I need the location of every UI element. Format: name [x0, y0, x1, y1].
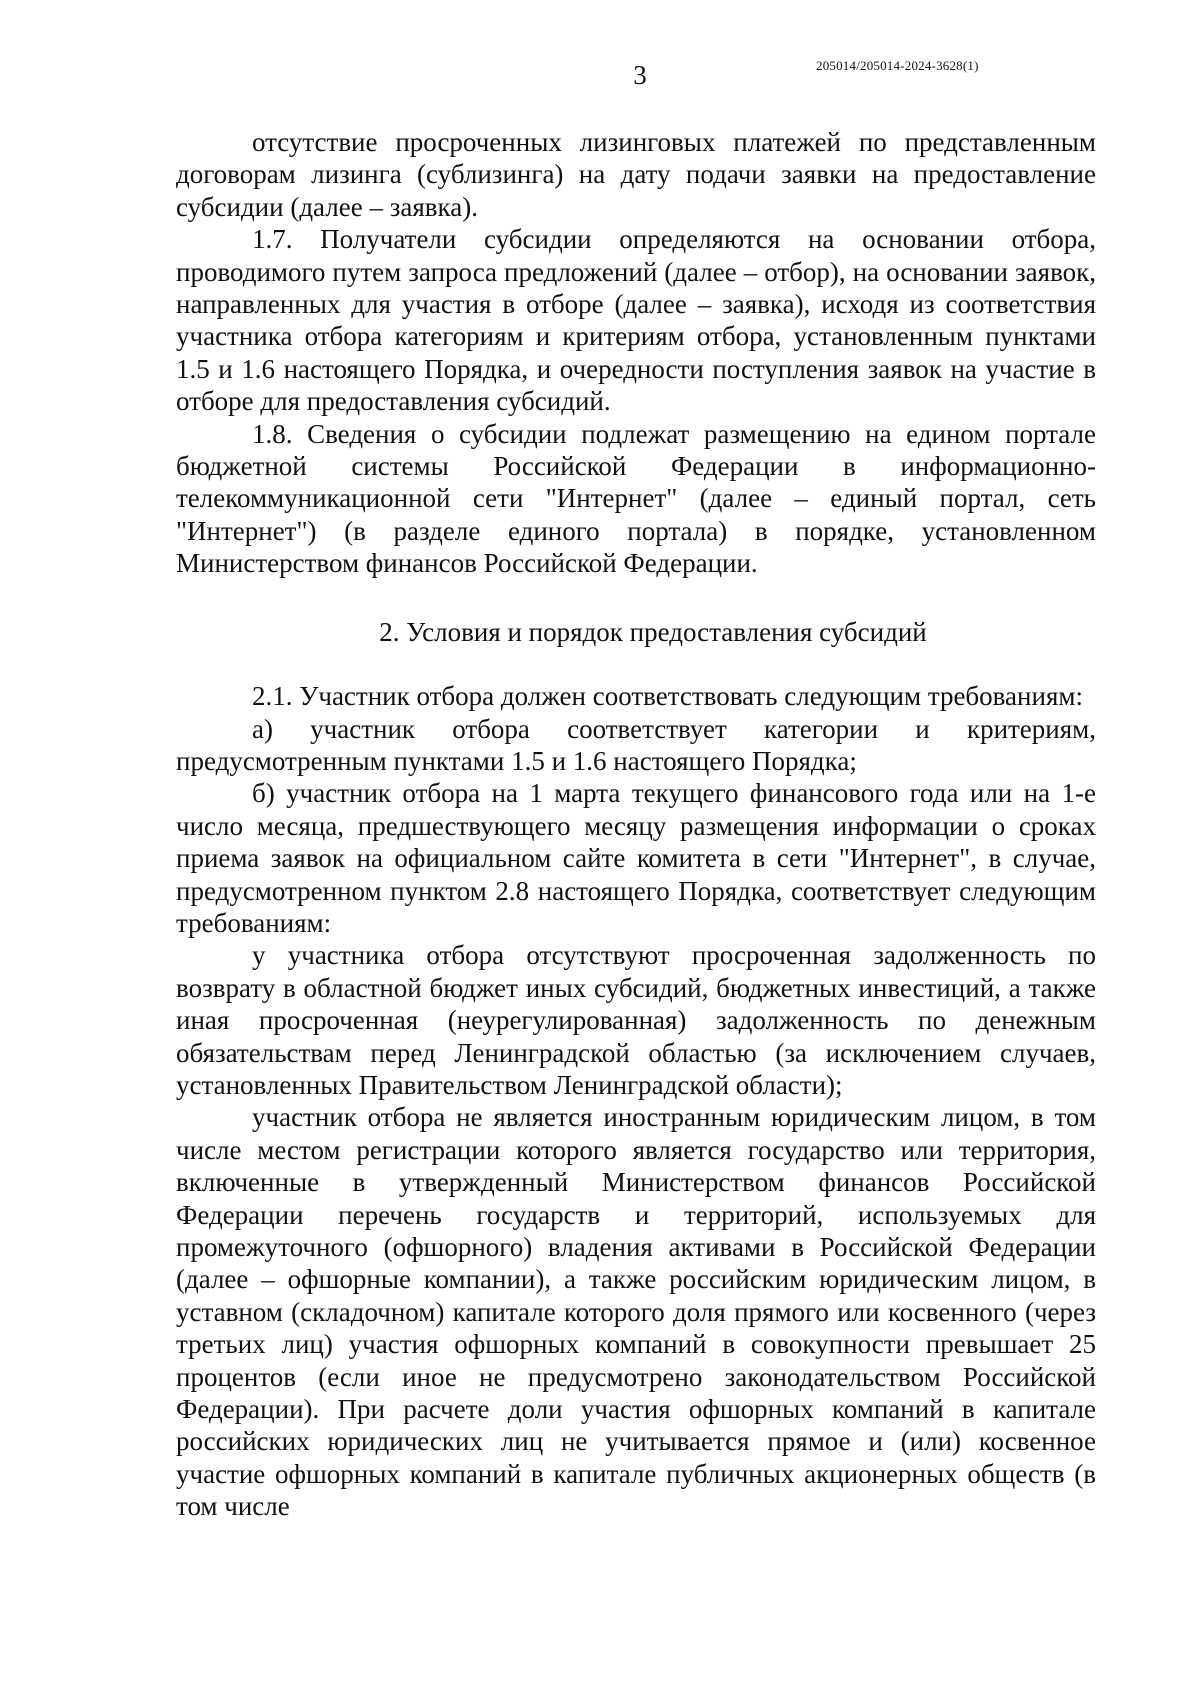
section-title: 2. Условия и порядок предоставления субсидий	[379, 616, 927, 647]
paragraph-2-1: 2.1. Участник отбора должен соответствовать следующим требованиям:	[252, 681, 1083, 712]
paragraph-1-7: 1.7. Получатели субсидии определяются на основании отбора, проводимого путем запроса предложений (далее – отбор), на основании заявок, направленных для участия в отборе (далее – заявка), исходя из соответствия участника отбора категориям и критериям отбора, установленным пунктами 1.5 и 1.6 настоящего Порядка, и очередности поступления заявок на участие в отборе для предоставления субсидий.	[176, 224, 1096, 417]
paragraph-no-debt: у участника отбора отсутствуют просроченная задолженность по возврату в областной бюджет иных субсидий, бюджетных инвестиций, а также иная просроченная (неурегулированная) задолженность по денежным обязательствам перед Ленинградской областью (за исключением случаев, установленных Правительством Ленинградской области);	[176, 940, 1096, 1100]
paragraph-lease-payments: отсутствие просроченных лизинговых платежей по представленным договорам лизинга (сублизинга) на дату подачи заявки на предоставление субсидии (далее – заявка).	[176, 127, 1096, 222]
document-id: 205014/205014-2024-3628(1)	[816, 58, 979, 73]
paragraph-not-foreign-entity: участник отбора не является иностранным юридическим лицом, в том числе местом регистрации которого является государство или территория, включенные в утвержденный Министерством финансов Российской Федерации перечень государств и территорий, используемых для промежуточного (офшорного) владения активами в Российской Федерации (далее – офшорные компании), а также российским юридическим лицом, в уставном (складочном) капитале которого доля прямого или косвенного (через третьих лиц) участия офшорных компаний в совокупности превышает 25 процентов (если иное не предусмотрено законодательством Российской Федерации). При расчете доли участия офшорных компаний в капитале российских юридических лиц не учитывается прямое и (или) косвенное участие офшорных компаний в капитале публичных акционерных обществ (в том числе	[176, 1102, 1096, 1522]
page-number: 3	[633, 60, 647, 90]
paragraph-2-1-b: б) участник отбора на 1 марта текущего финансового года или на 1-е число месяца, предшествующего месяцу размещения информации о сроках приема заявок на официальном сайте комитета в сети "Интернет", в случае, предусмотренном пунктом 2.8 настоящего Порядка, соответствует следующим требованиям:	[176, 778, 1096, 938]
paragraph-1-8: 1.8. Сведения о субсидии подлежат размещению на едином портале бюджетной системы Российской Федерации в информационно-телекоммуникационной сети "Интернет" (далее – единый портал, сеть "Интернет") (в разделе единого портала) в порядке, установленном Министерством финансов Российской Федерации.	[176, 418, 1096, 579]
paragraph-2-1-a: а) участник отбора соответствует категории и критериям, предусмотренным пунктами 1.5 и 1.6 настоящего Порядка;	[176, 713, 1096, 776]
document-body	[176, 126, 1096, 1523]
